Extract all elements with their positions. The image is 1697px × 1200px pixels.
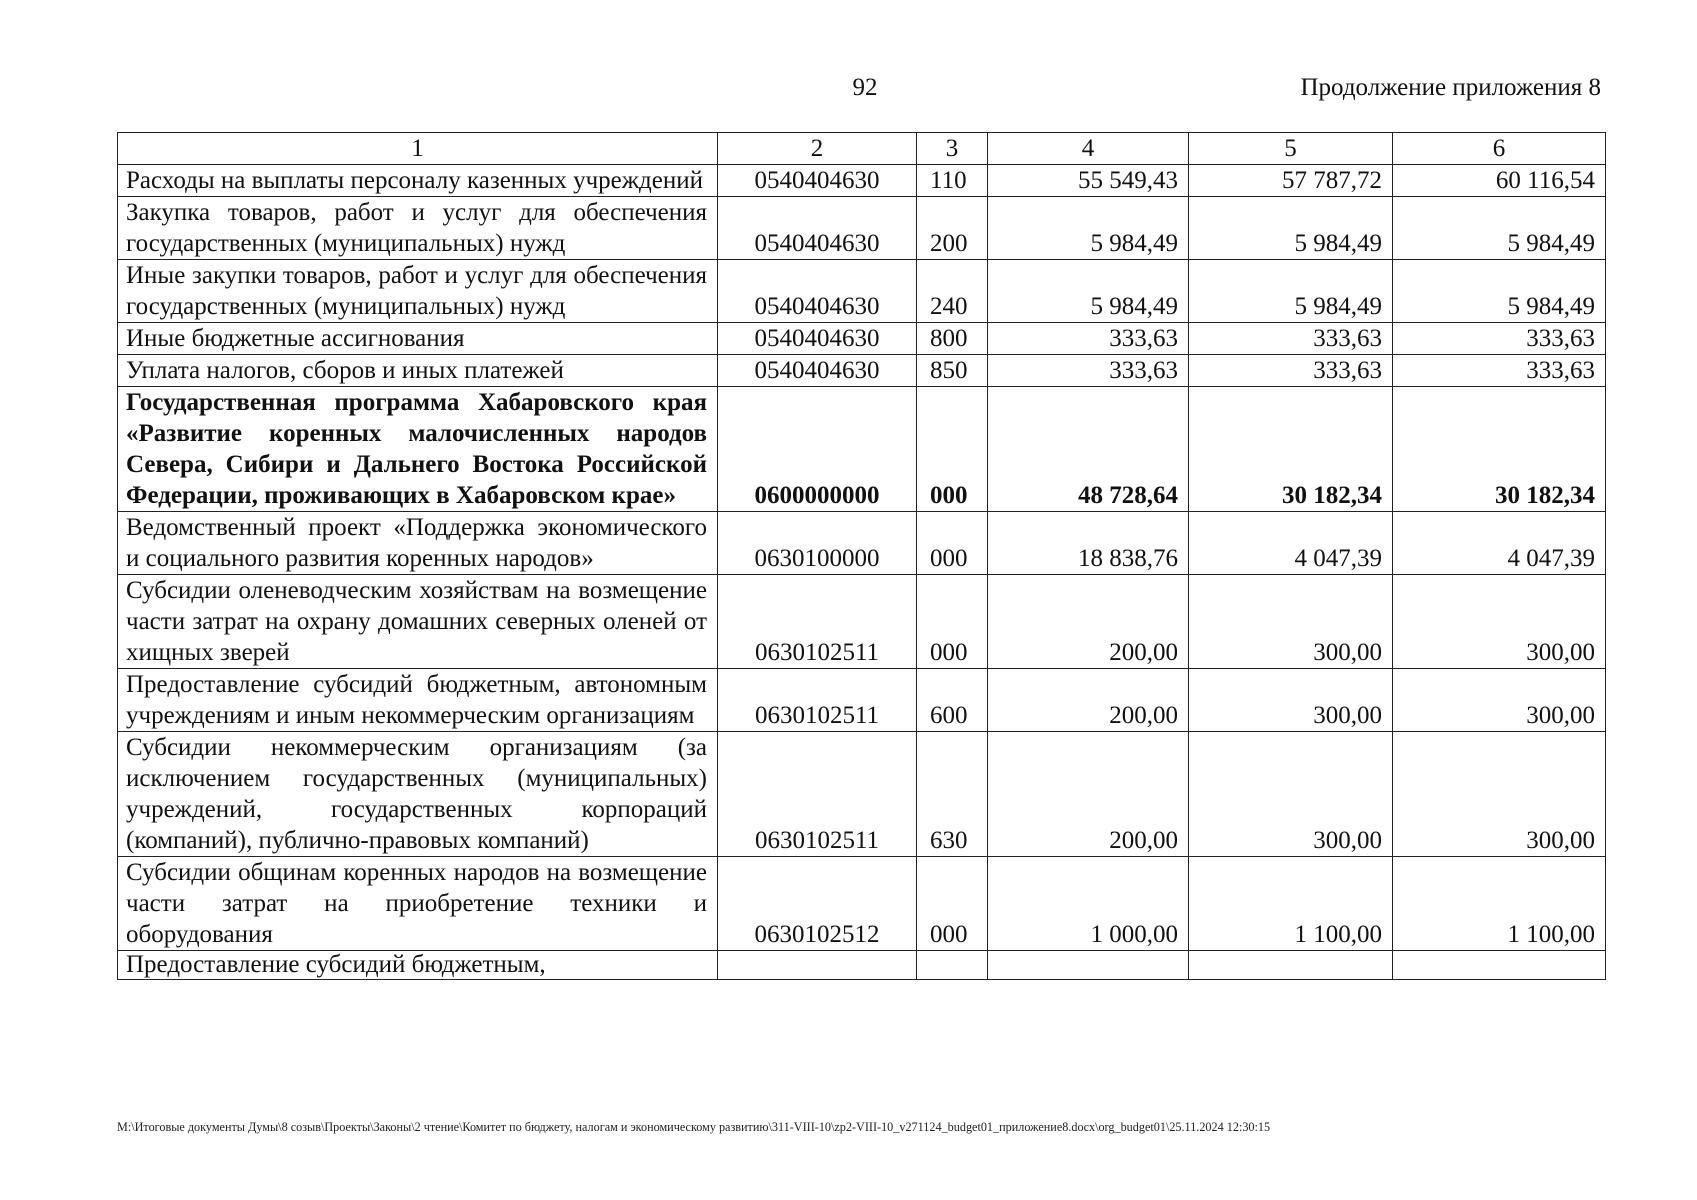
row-amount-col5-cell: 5 984,49 [1189, 260, 1393, 323]
row-amount-col6-cell: 30 182,34 [1393, 387, 1606, 512]
footer-file-path: M:\Итоговые документы Думы\8 созыв\Проекты\Законы\2 чтение\Комитет по бюджету, налогам и экономическому развитию\311-VIII-10\zp2-VIII-10_v271124_budget01_приложение8.docx\org_budget01\25.11.2024 12:30:15 [117, 1120, 1271, 1134]
page-number: 92 [852, 74, 878, 101]
row-amount-col4-cell: 1 000,00 [988, 857, 1189, 951]
row-amount-col5-cell: 300,00 [1189, 669, 1393, 732]
row-amount-col6-cell: 5 984,49 [1393, 260, 1606, 323]
row-amount-col5-cell [1189, 951, 1393, 980]
row-amount-col6-cell: 1 100,00 [1393, 857, 1606, 951]
row-name-cell: Субсидии общинам коренных народов на возмещение части затрат на приобретение техники и оборудования [118, 857, 718, 951]
row-amount-col4-cell: 333,63 [988, 323, 1189, 355]
row-name-cell: Ведомственный проект «Поддержка экономического и социального развития коренных народов» [118, 512, 718, 575]
row-expense-type-cell: 200 [917, 197, 988, 260]
row-expense-type-cell: 000 [917, 512, 988, 575]
table-row [118, 951, 1606, 980]
column-header-1: 1 [118, 133, 718, 165]
table-row [118, 669, 1606, 732]
appendix-title: Продолжение приложения 8 [1300, 74, 1601, 101]
row-name-cell: Расходы на выплаты персоналу казенных учреждений [118, 165, 718, 197]
row-amount-col4-cell: 200,00 [988, 669, 1189, 732]
row-amount-col5-cell: 57 787,72 [1189, 165, 1393, 197]
row-amount-col6-cell: 333,63 [1393, 323, 1606, 355]
row-code-cell [718, 951, 917, 980]
row-expense-type-cell: 000 [917, 387, 988, 512]
table-row [118, 197, 1606, 260]
row-amount-col5-cell: 5 984,49 [1189, 197, 1393, 260]
row-amount-col5-cell: 4 047,39 [1189, 512, 1393, 575]
table-row [118, 575, 1606, 669]
row-expense-type-cell: 110 [917, 165, 988, 197]
row-amount-col4-cell: 48 728,64 [988, 387, 1189, 512]
row-amount-col4-cell: 200,00 [988, 575, 1189, 669]
table-row [118, 387, 1606, 512]
column-header-4: 4 [988, 133, 1189, 165]
row-name-cell: Иные закупки товаров, работ и услуг для обеспечения государственных (муниципальных) нужд [118, 260, 718, 323]
row-name-cell: Субсидии оленеводческим хозяйствам на возмещение части затрат на охрану домашних северных оленей от хищных зверей [118, 575, 718, 669]
budget-table [117, 132, 1606, 980]
column-header-5: 5 [1189, 133, 1393, 165]
table-row [118, 512, 1606, 575]
row-amount-col5-cell: 300,00 [1189, 575, 1393, 669]
row-name-cell: Субсидии некоммерческим организациям (за исключением государственных (муниципальных) учреждений, государственных корпораций (компаний), публично-правовых компаний) [118, 732, 718, 857]
row-code-cell: 0540404630 [718, 260, 917, 323]
row-amount-col5-cell: 1 100,00 [1189, 857, 1393, 951]
row-code-cell: 0540404630 [718, 165, 917, 197]
row-name-cell: Закупка товаров, работ и услуг для обеспечения государственных (муниципальных) нужд [118, 197, 718, 260]
row-code-cell: 0540404630 [718, 323, 917, 355]
row-amount-col6-cell: 300,00 [1393, 575, 1606, 669]
table-row [118, 260, 1606, 323]
row-name-cell: Иные бюджетные ассигнования [118, 323, 718, 355]
row-expense-type-cell [917, 951, 988, 980]
row-code-cell: 0540404630 [718, 197, 917, 260]
row-amount-col6-cell: 60 116,54 [1393, 165, 1606, 197]
row-code-cell: 0630102511 [718, 575, 917, 669]
row-name-cell: Уплата налогов, сборов и иных платежей [118, 355, 718, 387]
row-amount-col6-cell: 4 047,39 [1393, 512, 1606, 575]
row-expense-type-cell: 800 [917, 323, 988, 355]
row-name-cell: Предоставление субсидий бюджетным, [118, 951, 718, 980]
row-amount-col4-cell: 200,00 [988, 732, 1189, 857]
row-amount-col4-cell [988, 951, 1189, 980]
row-amount-col4-cell: 5 984,49 [988, 197, 1189, 260]
row-amount-col4-cell: 5 984,49 [988, 260, 1189, 323]
row-code-cell: 0630102512 [718, 857, 917, 951]
table-header-row [118, 133, 1606, 165]
row-amount-col6-cell: 300,00 [1393, 669, 1606, 732]
column-header-3: 3 [917, 133, 988, 165]
row-code-cell: 0630102511 [718, 669, 917, 732]
row-amount-col5-cell: 30 182,34 [1189, 387, 1393, 512]
row-amount-col6-cell: 300,00 [1393, 732, 1606, 857]
row-expense-type-cell: 000 [917, 857, 988, 951]
row-amount-col5-cell: 300,00 [1189, 732, 1393, 857]
row-expense-type-cell: 630 [917, 732, 988, 857]
row-name-cell: Предоставление субсидий бюджетным, автономным учреждениям и иным некоммерческим организациям [118, 669, 718, 732]
row-expense-type-cell: 850 [917, 355, 988, 387]
row-amount-col6-cell [1393, 951, 1606, 980]
row-code-cell: 0630100000 [718, 512, 917, 575]
row-code-cell: 0540404630 [718, 355, 917, 387]
table-row [118, 732, 1606, 857]
row-amount-col6-cell: 333,63 [1393, 355, 1606, 387]
table-row [118, 355, 1606, 387]
table-row [118, 165, 1606, 197]
row-amount-col4-cell: 333,63 [988, 355, 1189, 387]
column-header-6: 6 [1393, 133, 1606, 165]
row-expense-type-cell: 000 [917, 575, 988, 669]
row-amount-col4-cell: 18 838,76 [988, 512, 1189, 575]
row-code-cell: 0630102511 [718, 732, 917, 857]
row-code-cell: 0600000000 [718, 387, 917, 512]
column-header-2: 2 [718, 133, 917, 165]
row-amount-col6-cell: 5 984,49 [1393, 197, 1606, 260]
row-amount-col5-cell: 333,63 [1189, 323, 1393, 355]
table-row [118, 857, 1606, 951]
row-expense-type-cell: 240 [917, 260, 988, 323]
budget-table-body [118, 133, 1606, 980]
row-expense-type-cell: 600 [917, 669, 988, 732]
row-amount-col4-cell: 55 549,43 [988, 165, 1189, 197]
row-amount-col5-cell: 333,63 [1189, 355, 1393, 387]
table-row [118, 323, 1606, 355]
row-name-cell: Государственная программа Хабаровского края «Развитие коренных малочисленных народов Севера, Сибири и Дальнего Востока Российской Федерации, проживающих в Хабаровском крае» [118, 387, 718, 512]
